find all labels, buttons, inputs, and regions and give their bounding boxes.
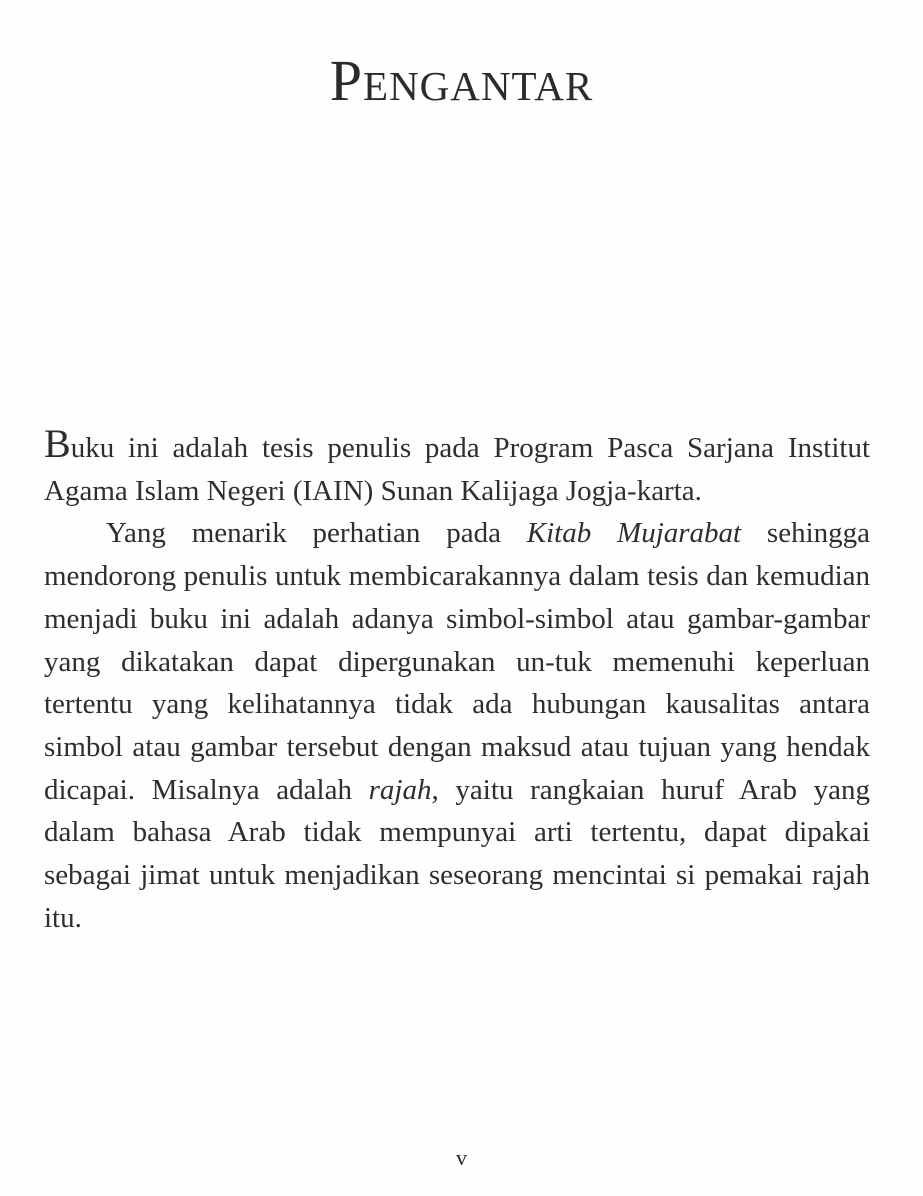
- page-number: v: [456, 1145, 467, 1170]
- text-segment: Yang menarik perhatian pada: [106, 517, 527, 550]
- paragraph-intro: [44, 421, 870, 512]
- text-segment: sehingga mendorong penulis untuk membicarakannya dalam tesis dan kemudian menjadi buku ini adalah adanya simbol-simbol atau gambar-gambar yang dikatakan dapat dipergunakan un-tuk memenuhi keperluan tertentu yang kelihatannya tidak ada hubungan kausalitas antara simbol atau gambar tersebut dengan maksud atau tujuan yang hendak dicapai. Misalnya adalah: [44, 517, 870, 806]
- book-title-kitab-mujarabat: Kitab Mujarabat: [526, 517, 742, 550]
- term-rajah: rajah,: [368, 773, 439, 806]
- body-text: [44, 421, 870, 939]
- page-title: Pengantar: [329, 48, 594, 113]
- paragraph-kitab-mujarabat: [44, 512, 870, 939]
- text-segment: yaitu rangkaian huruf Arab yang dalam bahasa Arab tidak mempunyai arti tertentu, dapat dipakai sebagai jimat untuk menjadikan seseorang mencintai si pemakai rajah itu.: [44, 773, 870, 934]
- drop-cap: B: [44, 421, 71, 466]
- paragraph-intro-text: uku ini adalah tesis penulis pada Program Pasca Sarjana Institut Agama Islam Negeri (IAIN) Sunan Kalijaga Jogja-karta.: [44, 432, 870, 507]
